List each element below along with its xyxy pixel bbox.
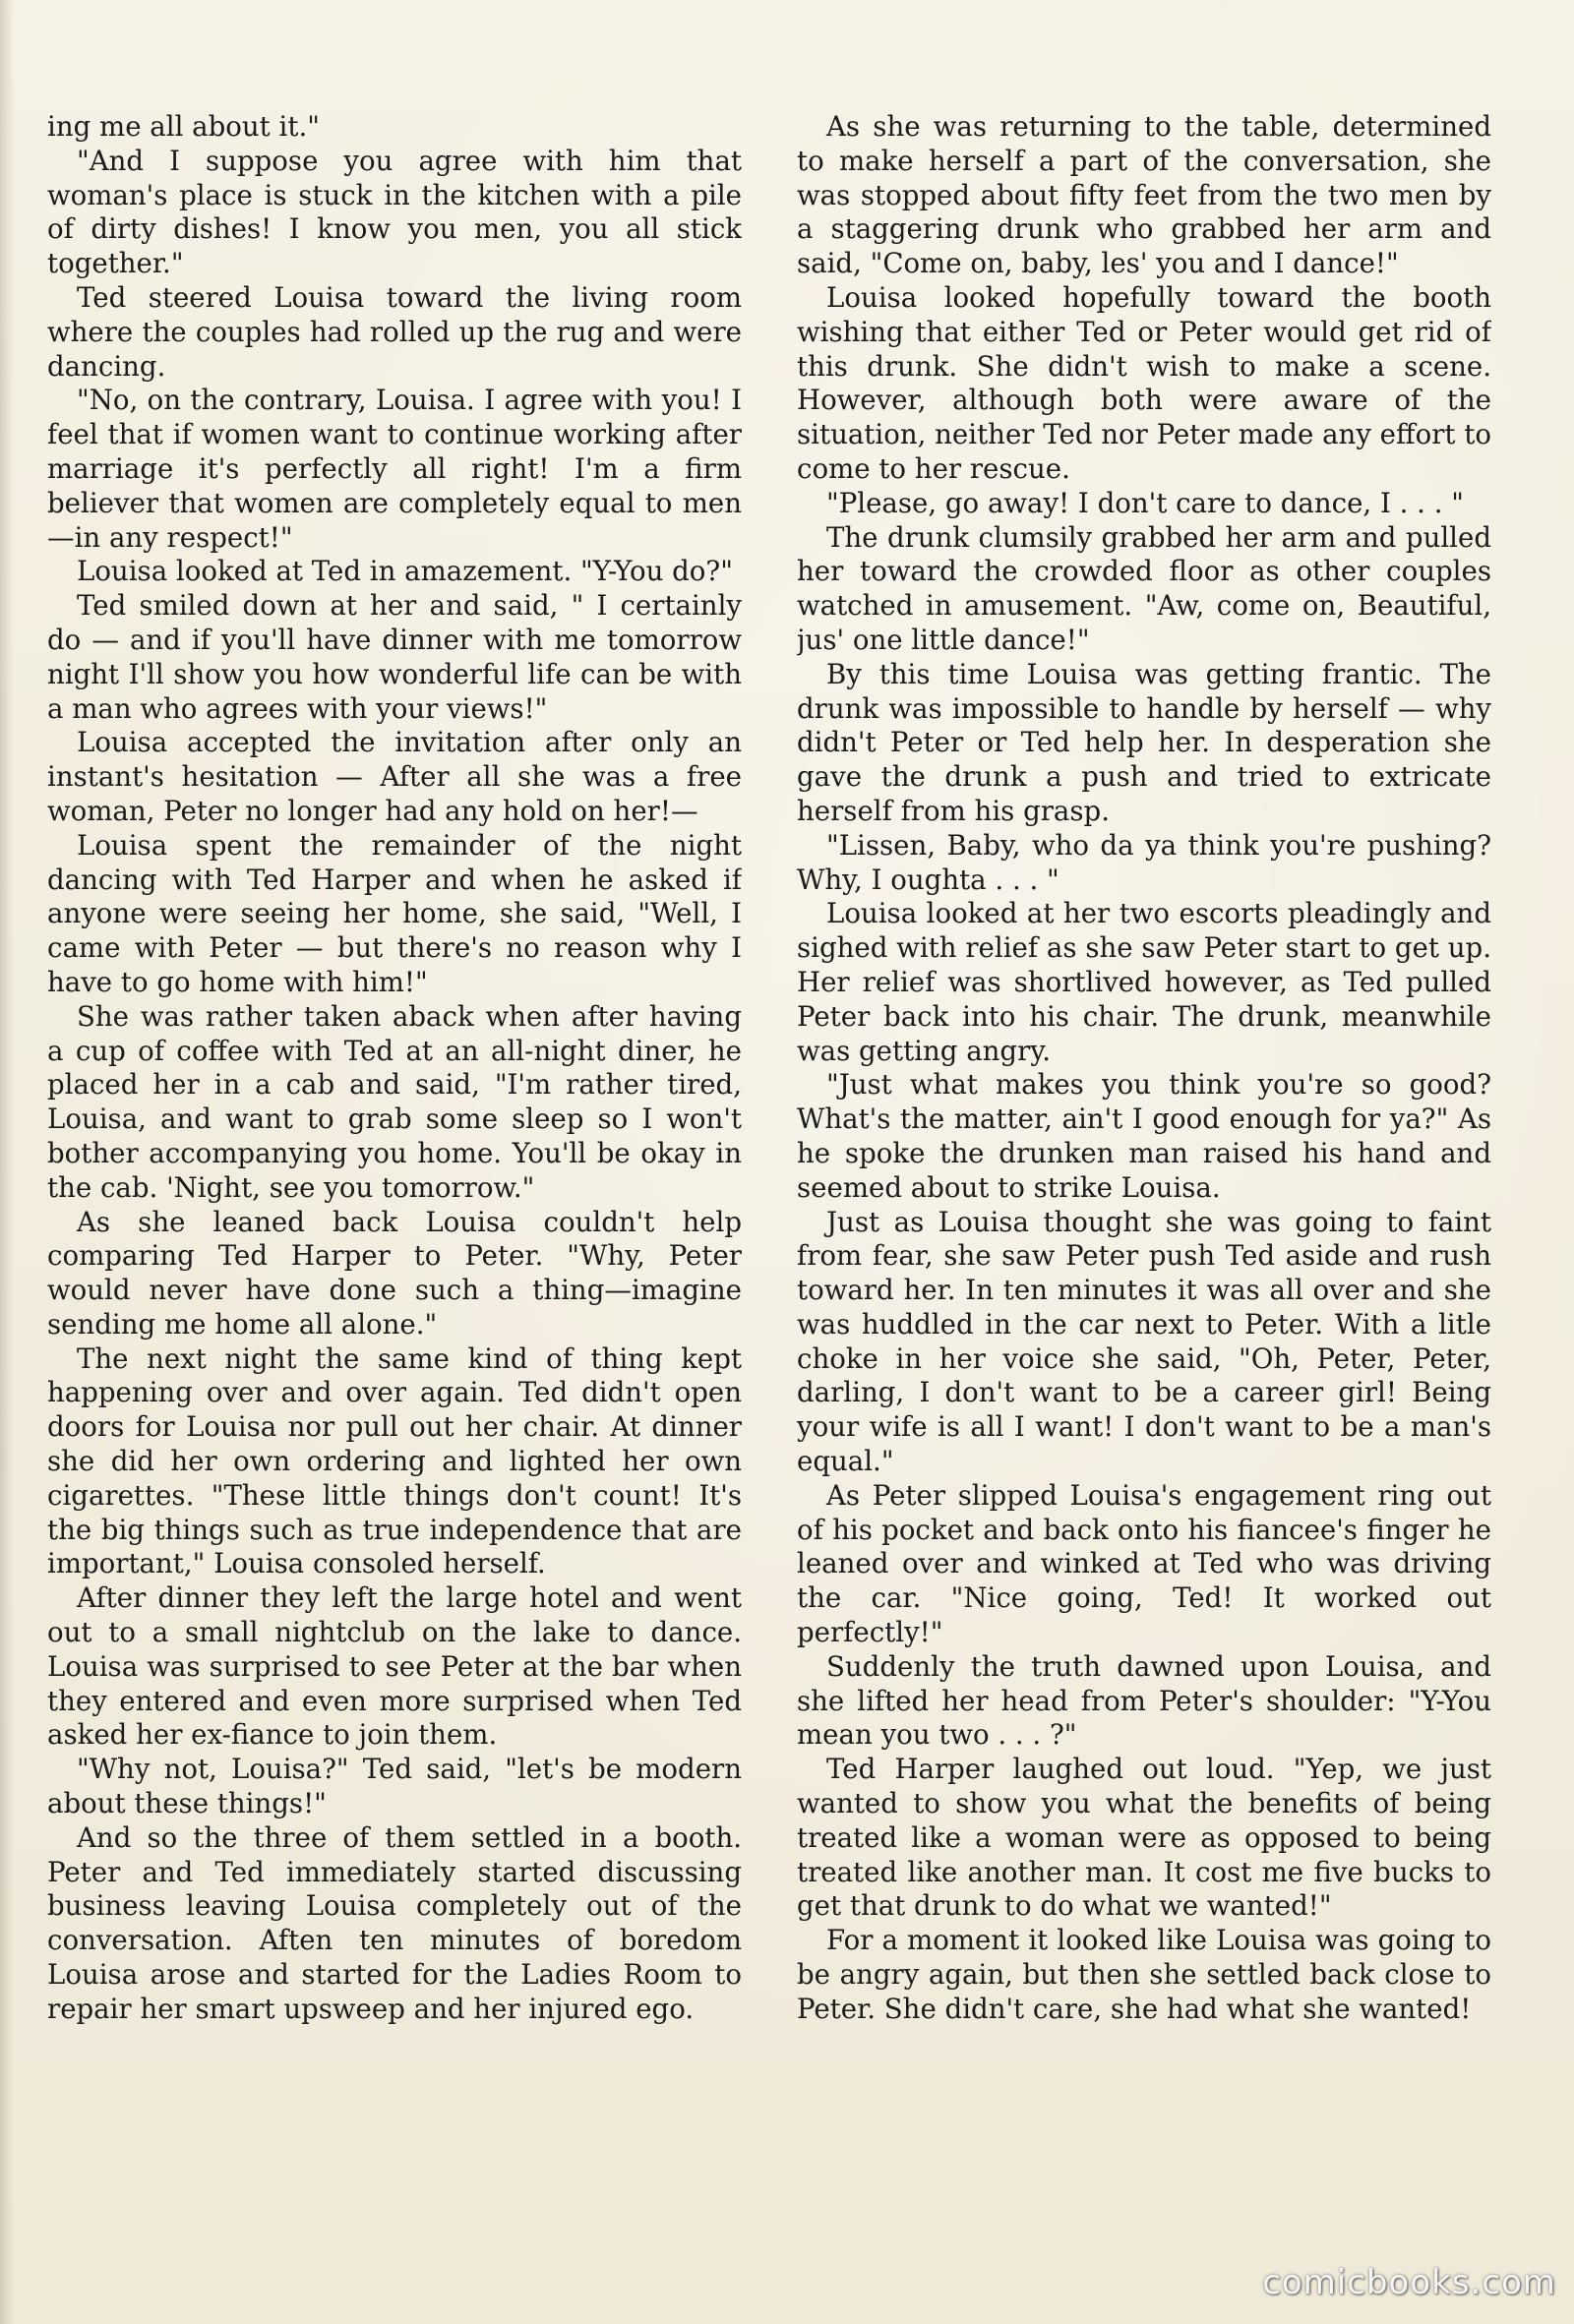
paragraph: Louisa accepted the invitation after only an instant's hesitation — After all she was a free woman, Peter no longer had any hold on her!—: [47, 726, 742, 827]
right-text-column: [797, 110, 1491, 2225]
paragraph: Ted Harper laughed out loud. "Yep, we just wanted to show you what the benefits of being treated like a woman were as opposed to being treated like another man. It cost me five bucks to get that drunk to do what we wanted!": [797, 1753, 1491, 1923]
paragraph: Ted smiled down at her and said, " I certainly do — and if you'll have dinner with me tomorrow night I'll show you how wonderful life can be with a man who agrees with your views!": [47, 589, 742, 725]
paragraph: "Just what makes you think you're so good? What's the matter, ain't I good enough for ya?" As he spoke the drunken man raised his hand and seemed about to strike Louisa.: [797, 1068, 1491, 1204]
paragraph: Louisa looked at Ted in amazement. "Y-You do?": [77, 555, 733, 588]
paragraph: As Peter slipped Louisa's engagement ring out of his pocket and back onto his fiancee's finger he leaned over and winked at Ted who was driving the car. "Nice going, Ted! It worked out perfectly!": [797, 1478, 1491, 1649]
paragraph: As she leaned back Louisa couldn't help comparing Ted Harper to Peter. "Why, Peter would never have done such a thing—imagine sending me home all alone.": [47, 1205, 742, 1341]
paragraph: Louisa looked at her two escorts pleadingly and sighed with relief as she saw Peter start to get up. Her relief was shortlived however, as Ted pulled Peter back into his chair. The drunk, meanwhile was getting angry.: [797, 897, 1491, 1067]
paragraph: "Lissen, Baby, who da ya think you're pushing? Why, I oughta . . . ": [797, 828, 1491, 896]
paragraph: By this time Louisa was getting frantic. The drunk was impossible to handle by herself — why didn't Peter or Ted help her. In desperation she gave the drunk a push and tried to extricate herself from his grasp.: [797, 657, 1491, 827]
paragraph: As she was returning to the table, determined to make herself a part of the conversation, she was stopped about fifty feet from the two men by a staggering drunk who grabbed her arm and said, "Come on, baby, les' you and I dance!": [797, 110, 1491, 280]
paragraph: "Please, go away! I don't care to dance, I . . . ": [826, 486, 1464, 519]
left-text-column: [47, 110, 742, 2225]
page-edge-shadow: [0, 0, 14, 2324]
paragraph: The next night the same kind of thing kept happening over and over again. Ted didn't open doors for Louisa nor pull out her chair. At dinner she did her own ordering and lighted her own cigarettes. "These little things don't count! It's the big things such as true independence that are important," Louisa consoled herself.: [47, 1341, 742, 1580]
paragraph: For a moment it looked like Louisa was going to be angry again, but then she settled back close to Peter. She didn't care, she had what she wanted!: [797, 1924, 1491, 2025]
watermark: comicbooks.com: [1262, 2263, 1556, 2302]
paragraph: Suddenly the truth dawned upon Louisa, and she lifted her head from Peter's shoulder: "Y-You mean you two . . . ?": [797, 1649, 1491, 1752]
paragraph: Just as Louisa thought she was going to faint from fear, she saw Peter push Ted aside and rush toward her. In ten minutes it was all over and she was huddled in the car next to Peter. With a litle choke in her voice she said, "Oh, Peter, Peter, darling, I don't want to be a career girl! Being your wife is all I want! I don't want to be a man's equal.": [797, 1205, 1491, 1478]
paragraph: "Why not, Louisa?" Ted said, "let's be modern about these things!": [47, 1753, 742, 1820]
paragraph: Ted steered Louisa toward the living room where the couples had rolled up the rug and were dancing.: [47, 280, 742, 383]
paragraph: Louisa spent the remainder of the night dancing with Ted Harper and when he asked if anyone were seeing her home, she said, "Well, I came with Peter — but there's no reason why I have to go home with him!": [47, 828, 742, 998]
paragraph: "No, on the contrary, Louisa. I agree with you! I feel that if women want to continue working after marriage it's perfectly all right! I'm a firm believer that women are completely equal to men—in any respect!": [47, 384, 742, 554]
paragraph: "And I suppose you agree with him that woman's place is stuck in the kitchen with a pile of dirty dishes! I know you men, you all stick together.": [47, 144, 742, 280]
paragraph: She was rather taken aback when after having a cup of coffee with Ted at an all-night diner, he placed her in a cab and said, "I'm rather tired, Louisa, and want to grab some sleep so I won't bother accompanying you home. You'll be okay in the cab. 'Night, see you tomorrow.": [47, 999, 742, 1204]
paragraph: ing me all about it.": [47, 110, 320, 143]
paragraph: Louisa looked hopefully toward the booth wishing that either Ted or Peter would get rid of this drunk. She didn't wish to make a scene. However, although both were aware of the situation, neither Ted nor Peter made any effort to come to her rescue.: [797, 280, 1491, 485]
paragraph: After dinner they left the large hotel and went out to a small nightclub on the lake to dance. Louisa was surprised to see Peter at the bar when they entered and even more surprised when Ted asked her ex-fiance to join them.: [47, 1581, 742, 1752]
paragraph: The drunk clumsily grabbed her arm and pulled her toward the crowded floor as other couples watched in amusement. "Aw, come on, Beautiful, jus' one little dance!": [797, 520, 1491, 656]
paragraph: And so the three of them settled in a booth. Peter and Ted immediately started discussing business leaving Louisa completely out of the conversation. Aften ten minutes of boredom Louisa arose and started for the Ladies Room to repair her smart upsweep and her injured ego.: [47, 1820, 742, 2025]
